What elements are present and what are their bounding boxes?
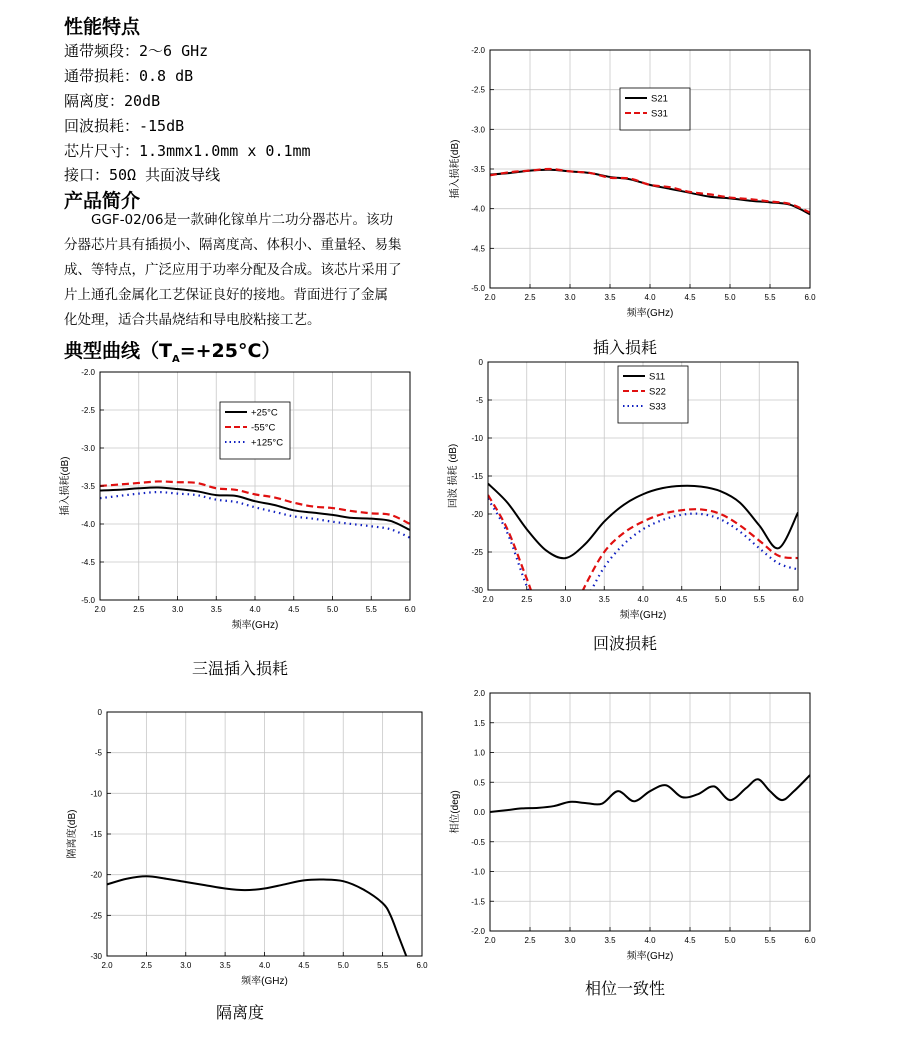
x-tick-label: 2.5 bbox=[524, 293, 536, 302]
x-axis-label: 频率(GHz) bbox=[619, 610, 667, 621]
y-tick-label: -25 bbox=[90, 911, 102, 921]
x-tick-label: 3.5 bbox=[604, 293, 616, 302]
intro-line: 成、等特点，广泛应用于功率分配及合成。该芯片采用了 bbox=[64, 262, 402, 278]
y-tick-label: -5 bbox=[94, 748, 102, 758]
y-tick-label: 2.0 bbox=[473, 689, 485, 698]
spec-loss: 通带损耗：0.8 dB bbox=[64, 67, 194, 85]
x-tick-label: 2.5 bbox=[140, 961, 152, 970]
intro-line: 分器芯片具有插损小、隔离度高、体积小、重量轻、易集 bbox=[64, 237, 402, 253]
gridlines bbox=[490, 693, 810, 931]
y-tick-label: 0 bbox=[97, 708, 102, 717]
chart-legend bbox=[618, 366, 688, 423]
x-tick-label: 6.0 bbox=[804, 936, 816, 945]
x-tick-label: 4.5 bbox=[684, 293, 696, 302]
y-axis-label: 相位(deg) bbox=[450, 790, 461, 834]
y-tick-label: -4.5 bbox=[81, 558, 95, 567]
y-tick-label: -3.0 bbox=[471, 125, 485, 135]
gridlines bbox=[107, 712, 422, 956]
legend-label: S21 bbox=[651, 93, 668, 105]
x-axis-label: 频率(GHz) bbox=[241, 976, 288, 987]
legend-label: S31 bbox=[651, 108, 668, 120]
x-tick-label: 5.0 bbox=[724, 936, 736, 945]
y-tick-label: -2.0 bbox=[81, 368, 95, 377]
y-tick-label: -0.5 bbox=[471, 837, 485, 847]
x-tick-label: 2.0 bbox=[482, 595, 494, 604]
y-tick-label: -2.0 bbox=[471, 46, 485, 55]
spec-interface: 接口：50Ω 共面波导线 bbox=[64, 166, 221, 184]
isolation-caption: 隔离度 bbox=[215, 1003, 264, 1022]
y-tick-label: 1.0 bbox=[473, 748, 485, 758]
y-tick-label: -3.0 bbox=[81, 444, 95, 453]
return-loss-chart bbox=[440, 352, 820, 632]
y-tick-label: -3.5 bbox=[471, 165, 485, 174]
spec-band: 通带频段：2～6 GHz bbox=[64, 42, 209, 60]
intro-line: GGF-02/06是一款砷化镓单片二功分器芯片。该功 bbox=[91, 212, 393, 228]
x-tick-label: 5.0 bbox=[714, 595, 727, 604]
y-axis-label: 回波 损耗 (dB) bbox=[448, 443, 459, 509]
x-tick-label: 4.0 bbox=[249, 605, 261, 614]
x-tick-label: 4.5 bbox=[684, 936, 696, 945]
y-tick-label: -1.5 bbox=[471, 897, 485, 907]
spec-chip-size: 芯片尺寸：1.3mmx1.0mm x 0.1mm bbox=[64, 142, 311, 160]
temperature-loss-chart bbox=[50, 360, 430, 640]
x-tick-label: 4.0 bbox=[644, 293, 656, 302]
x-tick-label: 5.5 bbox=[377, 961, 389, 970]
legend-label: -55°C bbox=[251, 422, 276, 434]
y-tick-label: 0.0 bbox=[473, 808, 485, 817]
x-tick-label: 2.5 bbox=[524, 936, 536, 945]
x-tick-label: 5.0 bbox=[724, 293, 736, 302]
x-axis-label: 频率(GHz) bbox=[231, 620, 279, 631]
x-tick-label: 4.0 bbox=[258, 961, 271, 970]
y-tick-label: -3.5 bbox=[81, 482, 95, 491]
x-tick-label: 6.0 bbox=[404, 605, 416, 614]
y-tick-label: -10 bbox=[471, 434, 483, 443]
legend-label: S33 bbox=[649, 401, 666, 413]
legend-label: +25°C bbox=[251, 407, 278, 419]
y-tick-label: -30 bbox=[471, 586, 483, 595]
phase-caption: 相位一致性 bbox=[584, 979, 665, 998]
x-tick-label: 6.0 bbox=[804, 293, 816, 302]
x-tick-label: 4.0 bbox=[637, 595, 649, 604]
y-tick-label: 1.5 bbox=[473, 718, 485, 728]
chart-legend bbox=[220, 402, 290, 459]
isolation-chart bbox=[55, 700, 435, 995]
legend-label: S22 bbox=[649, 386, 666, 398]
intro-paragraph bbox=[64, 208, 424, 333]
curves-heading-tail: =+25°C） bbox=[179, 340, 281, 362]
curves-heading-sub: A bbox=[171, 353, 180, 365]
curves-heading-main: 典型曲线（T bbox=[64, 340, 172, 362]
y-tick-label: -4.0 bbox=[471, 204, 485, 214]
legend-label: +125°C bbox=[251, 437, 284, 449]
x-tick-label: 6.0 bbox=[416, 961, 428, 970]
x-tick-label: 3.5 bbox=[219, 961, 231, 970]
y-tick-label: -2.5 bbox=[81, 406, 95, 415]
insertion-loss-caption: 插入损耗 bbox=[592, 338, 657, 357]
x-tick-label: 5.5 bbox=[753, 595, 765, 604]
y-axis-label: 插入损耗(dB) bbox=[450, 139, 461, 199]
x-tick-label: 2.0 bbox=[101, 961, 113, 970]
chart-legend bbox=[620, 88, 690, 130]
insertion-loss-chart bbox=[440, 40, 840, 335]
spec-isolation: 隔离度：20dB bbox=[64, 92, 161, 110]
x-tick-label: 4.5 bbox=[288, 605, 300, 614]
y-axis-label: 插入损耗(dB) bbox=[60, 456, 71, 516]
x-tick-label: 3.5 bbox=[598, 595, 610, 604]
y-tick-label: -2.0 bbox=[471, 927, 485, 936]
y-tick-label: -15 bbox=[471, 472, 483, 481]
y-tick-label: -5.0 bbox=[81, 596, 95, 605]
y-tick-label: -4.0 bbox=[81, 520, 95, 529]
features-heading: 性能特点 bbox=[64, 16, 141, 38]
y-axis-label: 隔离度(dB) bbox=[67, 809, 78, 859]
y-tick-label: -1.0 bbox=[471, 867, 485, 877]
x-tick-label: 5.5 bbox=[764, 936, 776, 945]
x-tick-label: 2.0 bbox=[484, 293, 496, 302]
y-tick-label: -10 bbox=[90, 789, 102, 799]
x-tick-label: 2.5 bbox=[133, 605, 145, 614]
series-line-s0 bbox=[107, 876, 406, 956]
x-tick-label: 4.0 bbox=[644, 936, 656, 945]
x-tick-label: 5.0 bbox=[337, 961, 349, 970]
y-tick-label: -20 bbox=[90, 870, 102, 880]
x-tick-label: 3.5 bbox=[604, 936, 616, 945]
x-tick-label: 2.0 bbox=[484, 936, 496, 945]
y-tick-label: -5 bbox=[475, 396, 483, 405]
x-tick-label: 3.0 bbox=[171, 605, 184, 614]
intro-line: 化处理，适合共晶烧结和导电胶粘接工艺。 bbox=[64, 312, 321, 328]
x-axis-label: 频率(GHz) bbox=[626, 951, 674, 962]
y-tick-label: 0.5 bbox=[473, 778, 485, 788]
y-tick-label: 0 bbox=[478, 358, 483, 367]
y-tick-label: -2.5 bbox=[471, 85, 485, 95]
x-tick-label: 3.0 bbox=[559, 595, 572, 604]
x-tick-label: 3.0 bbox=[564, 293, 576, 302]
legend-label: S11 bbox=[649, 371, 666, 383]
y-tick-label: -4.5 bbox=[471, 244, 485, 254]
y-tick-label: -20 bbox=[471, 510, 483, 519]
x-tick-label: 5.5 bbox=[764, 293, 776, 302]
x-tick-label: 5.0 bbox=[326, 605, 339, 614]
x-axis-label: 频率(GHz) bbox=[626, 308, 674, 319]
x-tick-label: 2.0 bbox=[94, 605, 106, 614]
x-tick-label: 6.0 bbox=[792, 595, 804, 604]
y-tick-label: -25 bbox=[471, 548, 483, 557]
intro-line: 片上通孔金属化工艺保证良好的接地。背面进行了金属 bbox=[64, 287, 388, 303]
y-tick-label: -15 bbox=[90, 830, 102, 839]
x-tick-label: 3.0 bbox=[180, 961, 192, 970]
phase-chart bbox=[440, 683, 820, 973]
spec-return-loss: 回波损耗：-15dB bbox=[64, 117, 185, 135]
y-tick-label: -30 bbox=[90, 952, 102, 961]
x-tick-label: 3.5 bbox=[210, 605, 222, 614]
x-tick-label: 3.0 bbox=[564, 936, 576, 945]
temperature-loss-caption: 三温插入损耗 bbox=[191, 659, 288, 678]
x-tick-label: 4.5 bbox=[676, 595, 688, 604]
intro-heading: 产品简介 bbox=[64, 190, 141, 212]
x-tick-label: 2.5 bbox=[521, 595, 533, 604]
y-tick-label: -5.0 bbox=[471, 284, 485, 293]
return-loss-caption: 回波损耗 bbox=[592, 634, 657, 653]
x-tick-label: 4.5 bbox=[298, 961, 310, 970]
x-tick-label: 5.5 bbox=[365, 605, 377, 614]
